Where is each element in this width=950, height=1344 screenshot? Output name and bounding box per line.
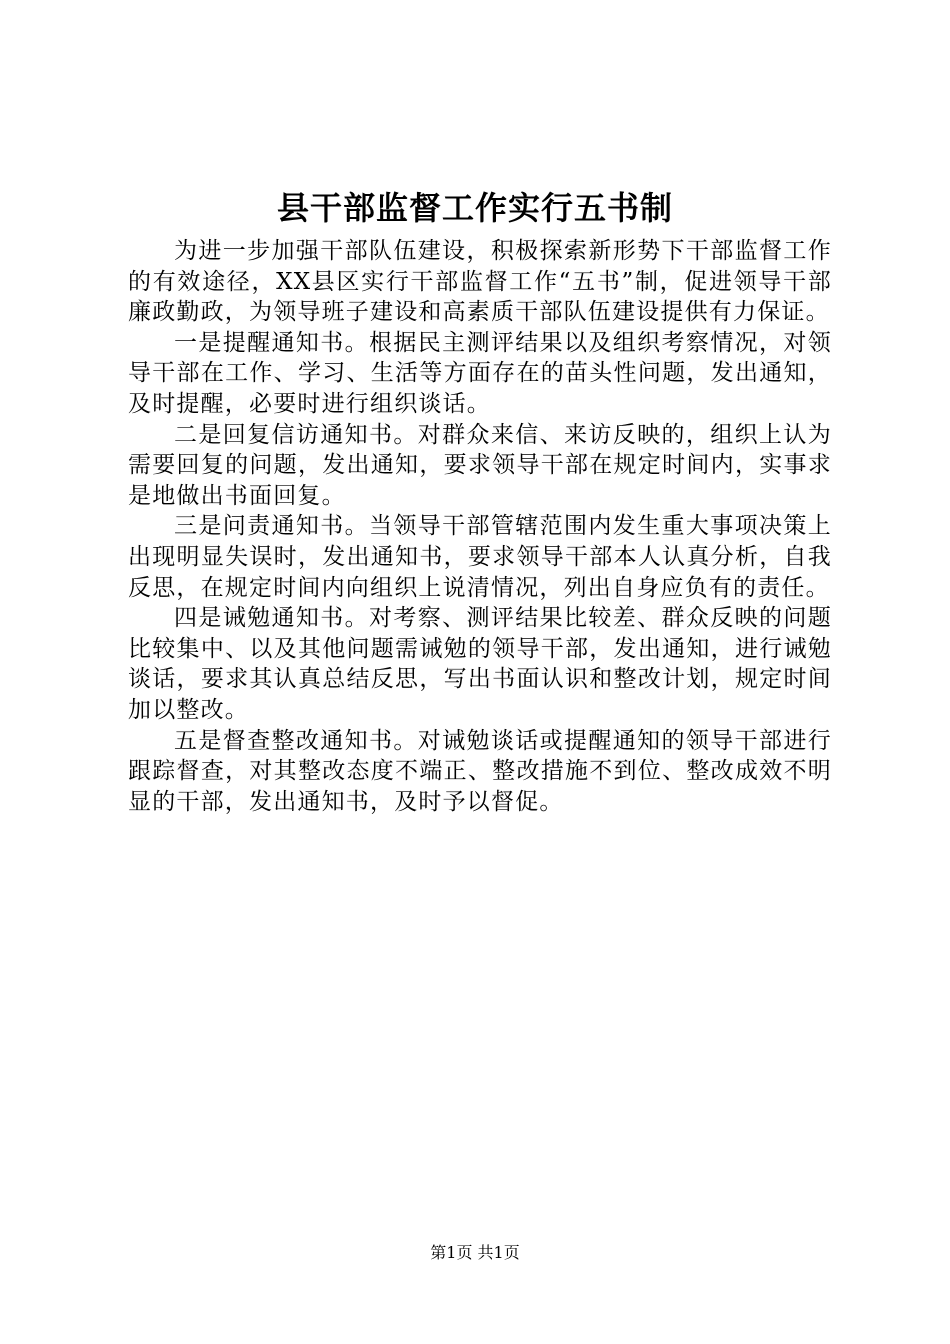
- paragraph-rectification-notice: 五是督查整改通知书。对诫勉谈话或提醒通知的领导干部进行跟踪督查，对其整改态度不端正、整改措施不到位、整改成效不明显的干部，发出通知书，及时予以督促。: [128, 727, 832, 815]
- paragraph-petition-reply-notice: 二是回复信访通知书。对群众来信、来访反映的，组织上认为需要回复的问题，发出通知，要求领导干部在规定时间内，实事求是地做出书面回复。: [128, 421, 832, 509]
- paragraph-accountability-notice: 三是问责通知书。当领导干部管辖范围内发生重大事项决策上出现明显失误时，发出通知书，要求领导干部本人认真分析，自我反思，在规定时间内向组织上说清情况，列出自身应负有的责任。: [128, 513, 832, 601]
- page-footer: 第1页 共1页: [430, 1243, 520, 1262]
- document-title: 县干部监督工作实行五书制: [276, 189, 673, 227]
- paragraph-reminder-notice: 一是提醒通知书。根据民主测评结果以及组织考察情况，对领导干部在工作、学习、生活等方面存在的苗头性问题，发出通知，及时提醒，必要时进行组织谈话。: [128, 329, 832, 417]
- document-body: [128, 236, 832, 817]
- paragraph-admonition-notice: 四是诫勉通知书。对考察、测评结果比较差、群众反映的问题比较集中、以及其他问题需诫勉的领导干部，发出通知，进行诫勉谈话，要求其认真总结反思，写出书面认识和整改计划，规定时间加以整改。: [128, 605, 832, 723]
- paragraph-intro: 为进一步加强干部队伍建设，积极探索新形势下干部监督工作的有效途径，XX县区实行干部监督工作“五书”制，促进领导干部廉政勤政，为领导班子建设和高素质干部队伍建设提供有力保证。: [128, 238, 832, 326]
